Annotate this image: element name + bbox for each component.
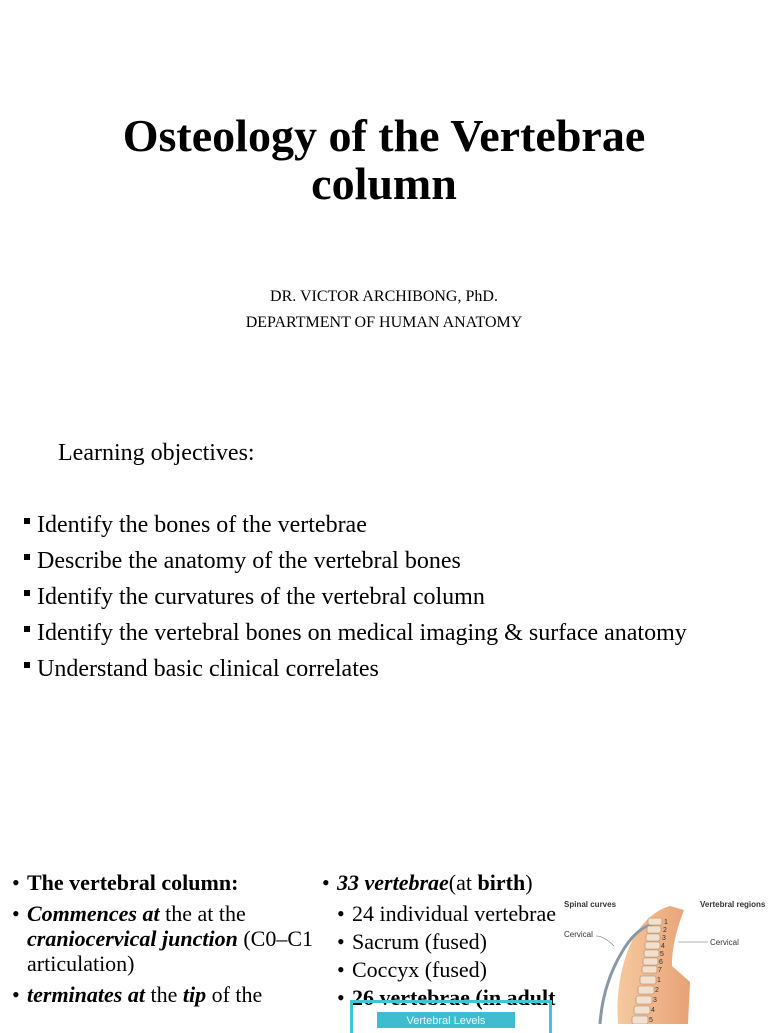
title-line-2: column: [311, 158, 457, 209]
cervical-region-label: Cervical: [710, 938, 739, 947]
bullet-icon: •: [337, 929, 345, 954]
department-name: DEPARTMENT OF HUMAN ANATOMY: [245, 314, 523, 331]
bullet-icon: •: [337, 901, 345, 926]
square-bullet-icon: [24, 554, 30, 560]
vertebral-regions-label: Vertebral regions: [700, 900, 766, 909]
list-item: [20, 655, 740, 683]
bullet-heading: The vertebral column:: [27, 870, 239, 895]
bullet-icon: •: [337, 957, 345, 982]
slide-title: [0, 112, 768, 208]
cervical-curve-label: Cervical: [564, 930, 593, 939]
square-bullet-icon: [24, 626, 30, 632]
objective-text: Describe the anatomy of the vertebral bones: [37, 548, 461, 574]
list-item: [20, 547, 740, 575]
objective-text: Identify the bones of the vertebrae: [37, 512, 367, 538]
list-item: [12, 870, 332, 895]
list-item: [20, 619, 740, 647]
body-text: Sacrum (fused): [352, 929, 488, 954]
bold-text: birth: [477, 870, 526, 895]
objective-text: Identify the curvatures of the vertebral column: [37, 584, 485, 610]
list-item: [20, 511, 740, 539]
emphasis-text: 33 vertebrae: [337, 870, 449, 895]
vertebral-levels-badge: Vertebral Levels: [377, 1012, 515, 1028]
vertebra-number: 3: [653, 997, 657, 1004]
body-text: the at the: [159, 901, 246, 926]
body-text: (C0–C1 articulation): [27, 926, 314, 976]
body-text: 24 individual vertebrae: [352, 901, 557, 926]
list-item: [12, 901, 332, 976]
vertebra-number: 2: [663, 927, 667, 934]
bullet-icon: •: [12, 870, 20, 895]
vertebra-number: 2: [655, 987, 659, 994]
slide-subtitle: [0, 284, 768, 336]
vertebra-number: 4: [661, 943, 665, 950]
list-item: [322, 901, 560, 926]
author-name: DR. VICTOR ARCHIBONG, PhD.: [270, 288, 498, 305]
vertebra-number: 7: [658, 967, 662, 974]
objective-text: Understand basic clinical correlates: [37, 656, 379, 682]
bullet-icon: •: [12, 901, 20, 926]
square-bullet-icon: [24, 590, 30, 596]
vertebra-number: 3: [662, 935, 666, 942]
spine-figure: [560, 896, 768, 1024]
list-item: [12, 982, 332, 1007]
title-slide: [0, 0, 768, 380]
vertebra-number: 4: [651, 1007, 655, 1014]
square-bullet-icon: [24, 518, 30, 524]
title-line-1: Osteology of the Vertebrae: [122, 110, 646, 161]
spinal-curves-label: Spinal curves: [564, 900, 617, 909]
emphasis-text: terminates at: [27, 982, 145, 1007]
objectives-heading: Learning objectives:: [58, 440, 255, 466]
body-text: of the: [206, 982, 263, 1007]
objectives-slide: [0, 420, 768, 740]
body-text: Coccyx (fused): [352, 957, 488, 982]
body-text: the: [144, 982, 183, 1007]
bullet-icon: •: [322, 870, 330, 895]
bullet-icon: •: [337, 985, 345, 1010]
vertebra-number: 1: [664, 919, 668, 926]
bullet-icon: •: [12, 982, 20, 1007]
vertebra-number: 5: [660, 951, 664, 958]
left-column: [12, 870, 332, 1013]
body-text: 26 vertebrae (in adult: [352, 985, 556, 1010]
spine-illustration: [560, 896, 768, 1024]
emphasis-text: tip: [182, 982, 207, 1007]
objective-text: Identify the vertebral bones on medical imaging & surface anatomy: [37, 620, 687, 646]
list-item: [322, 870, 560, 895]
vertebra-number: 5: [649, 1017, 653, 1024]
middle-column: [322, 870, 560, 1014]
list-item: [322, 929, 560, 954]
emphasis-text: Commences at: [27, 901, 160, 926]
vertebra-number: 1: [657, 977, 661, 984]
list-item: [322, 957, 560, 982]
vertebra-number: 6: [659, 959, 663, 966]
emphasis-text: craniocervical junction: [27, 926, 238, 951]
square-bullet-icon: [24, 662, 30, 668]
objectives-list: [20, 511, 740, 691]
body-text: ): [525, 870, 533, 895]
body-text: (at: [448, 870, 478, 895]
list-item: [20, 583, 740, 611]
